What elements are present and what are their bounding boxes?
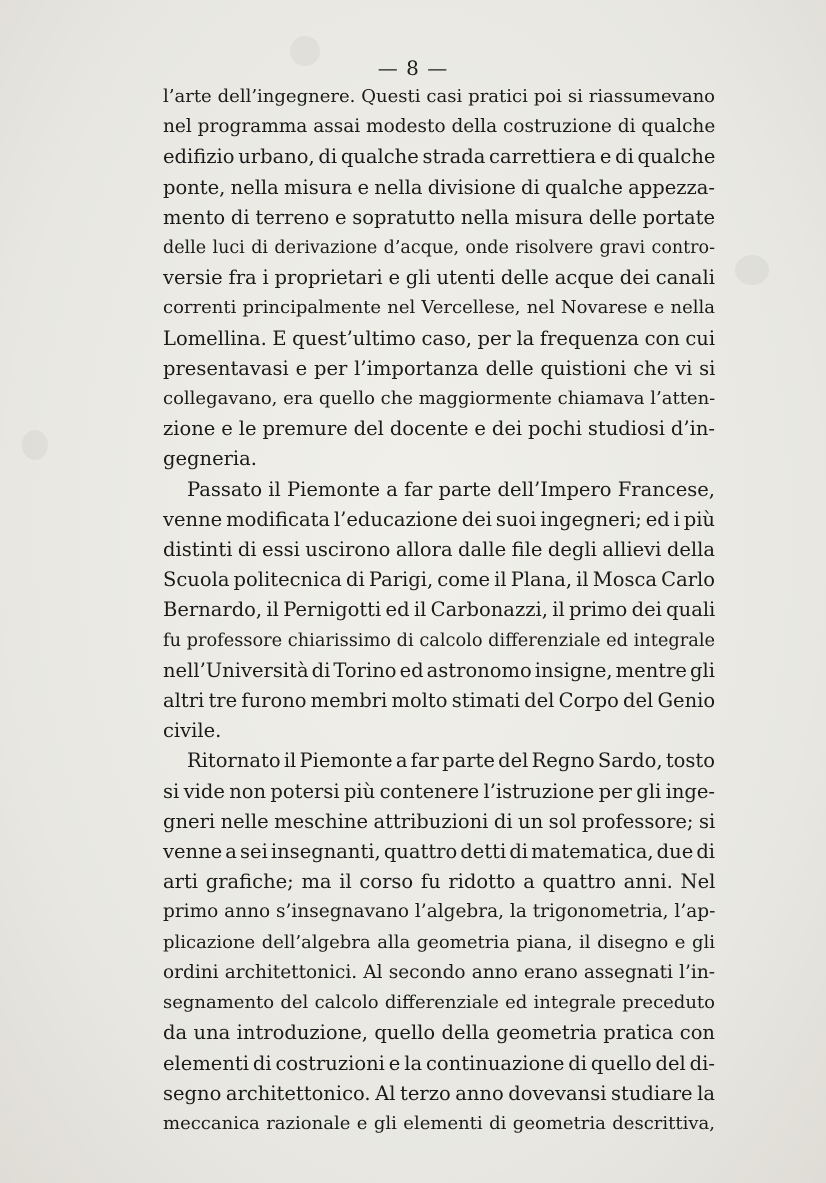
- text-line: Scuola politecnica di Parigi, come il Plana, il Mosca Carlo: [163, 568, 715, 592]
- text-line: elementi di costruzioni e la continuazione di quello del di-: [163, 1051, 715, 1075]
- text-line: presentavasi e per l’importanza delle quistioni che vi si: [163, 356, 716, 380]
- body-text: [163, 82, 715, 1139]
- text-line: primo anno s’insegnavano l’algebra, la trigonometria, l’ap-: [163, 901, 716, 923]
- text-line: Bernardo, il Pernigotti ed il Carbonazzi, il primo dei quali: [163, 598, 716, 622]
- text-line: civile.: [163, 719, 222, 743]
- text-line: ponte, nella misura e nella divisione di qualche appezza-: [163, 175, 715, 199]
- text-line: Lomellina. E quest’ultimo caso, per la frequenza con cui: [163, 326, 716, 350]
- text-line: si vide non potersi più contenere l’istruzione per gli inge-: [163, 779, 715, 803]
- text-line: gegneria.: [163, 447, 257, 471]
- text-line: segno architettonico. Al terzo anno dovevansi studiare la: [163, 1081, 715, 1105]
- paragraph-start-line: Passato il Piemonte a far parte dell’Impero Francese,: [187, 477, 715, 501]
- text-line: ordini architettonici. Al secondo anno erano assegnati l’in-: [163, 961, 715, 983]
- text-line: altri tre furono membri molto stimati del Corpo del Genio: [163, 689, 716, 713]
- text-line: plicazione dell’algebra alla geometria piana, il disegno e gli: [163, 931, 715, 953]
- text-line: segnamento del calcolo differenziale ed integrale preceduto: [163, 992, 715, 1014]
- text-line: delle luci di derivazione d’acque, onde risolvere gravi contro-: [163, 238, 715, 259]
- paper-stain: [22, 430, 48, 460]
- page-number: — 8 —: [377, 56, 449, 80]
- text-line: distinti di essi uscirono allora dalle file degli allievi della: [163, 538, 715, 562]
- text-line: l’arte dell’ingegnere. Questi casi pratici poi si riassumevano: [163, 86, 715, 107]
- text-line: fu professore chiarissimo di calcolo differenziale ed integrale: [163, 630, 716, 651]
- text-line: venne modificata l’educazione dei suoi ingegneri; ed i più: [163, 507, 715, 531]
- text-line: nell’Università di Torino ed astronomo insigne, mentre gli: [163, 658, 715, 682]
- text-line: correnti principalmente nel Vercellese, nel Novarese e nella: [163, 297, 715, 319]
- text-line: mento di terreno e sopratutto nella misura delle portate: [163, 205, 715, 229]
- text-line: venne a sei insegnanti, quattro detti di matematica, due di: [163, 840, 716, 864]
- text-line: collegavano, era quello che maggiormente chiamava l’atten-: [163, 388, 716, 410]
- text-line: gneri nelle meschine attribuzioni di un sol professore; si: [163, 809, 716, 833]
- paragraph-start-line: Ritornato il Piemonte a far parte del Regno Sardo, tosto: [187, 749, 715, 773]
- text-line: arti grafiche; ma il corso fu ridotto a quattro anni. Nel: [163, 870, 716, 894]
- text-line: nel programma assai modesto della costruzione di qualche: [163, 116, 716, 138]
- text-line: meccanica razionale e gli elementi di geometria descrittiva,: [163, 1112, 715, 1134]
- text-line: da una introduzione, quello della geometria pratica con: [163, 1021, 715, 1045]
- text-line: zione e le premure del docente e dei pochi studiosi d’in-: [163, 417, 715, 441]
- text-line: edifizio urbano, di qualche strada carrettiera e di qualche: [163, 145, 716, 169]
- paper-stain: [735, 255, 769, 285]
- text-line: versie fra i proprietari e gli utenti delle acque dei canali: [163, 266, 715, 290]
